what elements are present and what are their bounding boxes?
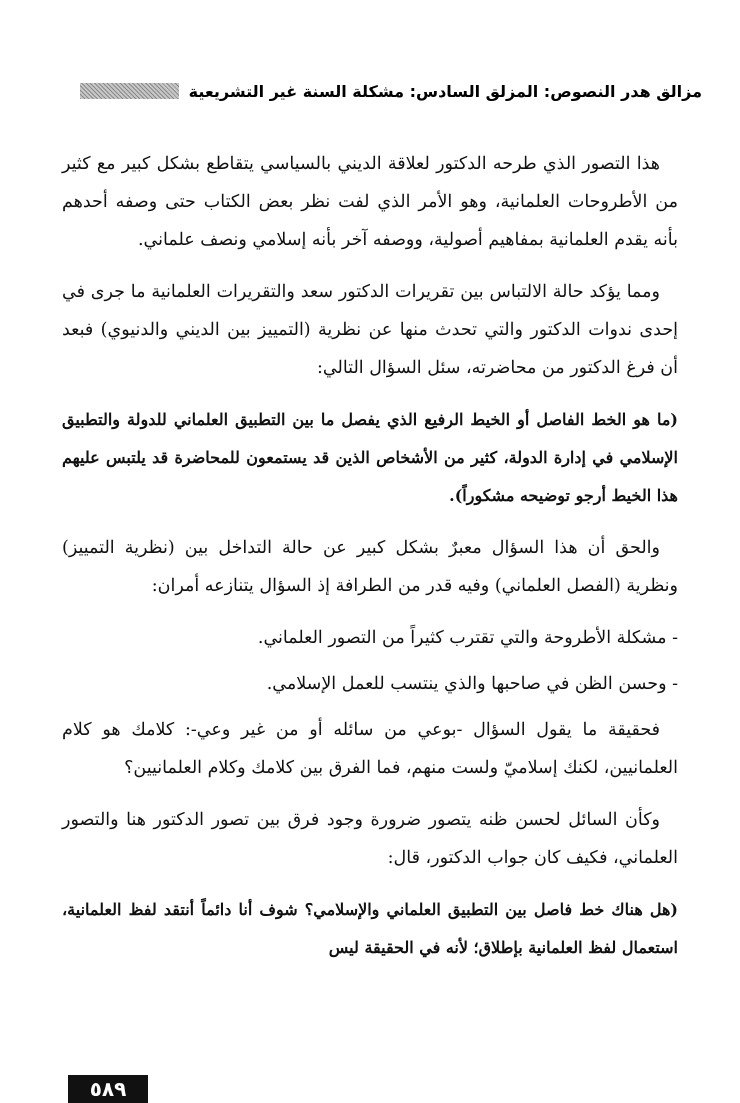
paragraph-5: وكأن السائل لحسن ظنه يتصور ضرورة وجود فرق بين تصور الدكتور هنا والتصور العلماني، فكيف كان جواب الدكتور، قال:: [62, 810, 678, 868]
running-header: [80, 78, 702, 104]
paragraph-2: ومما يؤكد حالة الالتباس بين تقريرات الدكتور سعد والتقريرات العلمانية ما جرى في إحدى ندوات الدكتور والتي تحدث منها عن نظرية (التمييز بين الديني والدنيوي) فبعد أن فرغ الدكتور من محاضرته، سئل السؤال التالي:: [62, 282, 678, 378]
header-decorative-bar: [80, 83, 179, 99]
paragraph-4: فحقيقة ما يقول السؤال -بوعي من سائله أو من غير وعي-: كلامك هو كلام العلمانيين، لكنك إسلاميّ ولست منهم، فما الفرق بين كلامك وكلام العلمانيين؟: [62, 720, 678, 778]
running-header-title: مزالق هدر النصوص: المزلق السادس: مشكلة السنة غير التشريعية: [188, 81, 702, 101]
page-body: [62, 145, 678, 981]
paragraph-3: والحق أن هذا السؤال معبرٌ بشكل كبير عن حالة التداخل بين (نظرية التمييز) ونظرية (الفصل العلماني) وفيه قدر من الطرافة إذ السؤال يتنازعه أمران:: [62, 538, 678, 596]
quote-answer: (هل هناك خط فاصل بين التطبيق العلماني والإسلامي؟ شوف أنا دائماً أنتقد لفظ العلمانية، استعمال لفظ العلمانية بإطلاق؛ لأنه في الحقيقة ليس: [62, 900, 678, 957]
page-number: ٥٨٩: [68, 1075, 148, 1103]
quote-question: (ما هو الخط الفاصل أو الخيط الرفيع الذي يفصل ما بين التطبيق العلماني للدولة والتطبيق الإسلامي في إدارة الدولة، كثير من الأشخاص الذين قد يستمعون للمحاضرة قد يلتبس عليهم هذا الخيط أرجو توضيحه مشكوراً).: [62, 410, 679, 505]
paragraph-1: هذا التصور الذي طرحه الدكتور لعلاقة الديني بالسياسي يتقاطع بشكل كبير مع كثير من الأطروحات العلمانية، وهو الأمر الذي لفت نظر بعض الكتاب حتى وصفه أحدهم بأنه يقدم العلمانية بمفاهيم أصولية، ووصفه آخر بأنه إسلامي ونصف علماني.: [62, 154, 678, 250]
list-item-1: - مشكلة الأطروحة والتي تقترب كثيراً من التصور العلماني.: [257, 628, 678, 648]
list-item-2: - وحسن الظن في صاحبها والذي ينتسب للعمل الإسلامي.: [266, 674, 678, 694]
